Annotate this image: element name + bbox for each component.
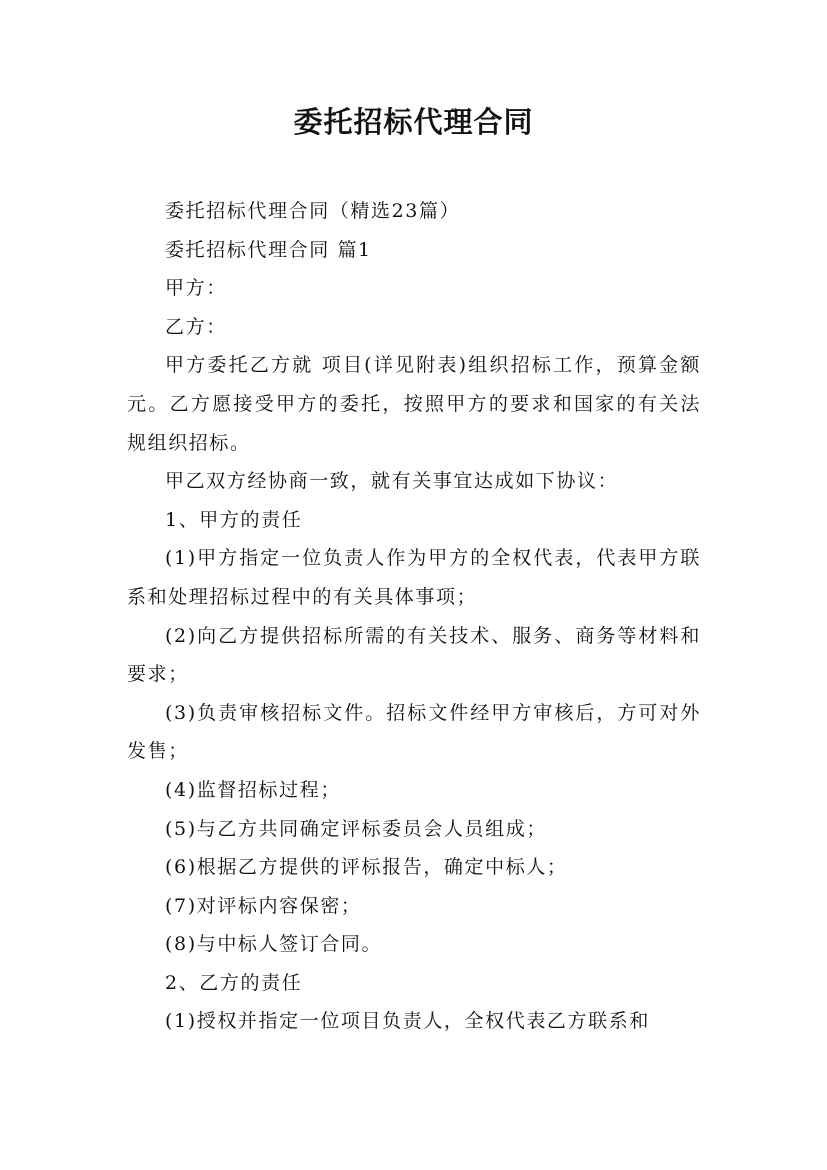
paragraph: (7)对评标内容保密；	[165, 894, 362, 917]
paragraph: 甲方：	[165, 277, 227, 300]
document-body	[127, 192, 701, 1041]
paragraph: (6)根据乙方提供的评标报告，确定中标人；	[165, 856, 568, 879]
paragraph: (1)授权并指定一位项目负责人，全权代表乙方联系和	[165, 1010, 650, 1033]
paragraph: 甲乙双方经协商一致，就有关事宜达成如下协议：	[165, 470, 619, 493]
section-heading: 1、甲方的责任	[165, 508, 303, 531]
paragraph: 委托招标代理合同（精选23篇）	[165, 200, 461, 222]
document-title: 委托招标代理合同	[293, 105, 534, 139]
paragraph: (4)监督招标过程；	[165, 778, 341, 801]
paragraph: (3)负责审核招标文件。招标文件经甲方审核后，方可对外发售；	[127, 701, 701, 763]
paragraph: (1)甲方指定一位负责人作为甲方的全权代表，代表甲方联系和处理招标过程中的有关具体事项；	[127, 547, 701, 608]
paragraph: (2)向乙方提供招标所需的有关技术、服务、商务等材料和要求；	[127, 624, 701, 686]
paragraph: (5)与乙方共同确定评标委员会人员组成；	[165, 817, 547, 840]
paragraph: 乙方：	[165, 315, 227, 338]
paragraph: (8)与中标人签订合同。	[165, 933, 383, 956]
paragraph: 委托招标代理合同 篇1	[165, 238, 372, 261]
section-heading: 2、乙方的责任	[165, 971, 303, 994]
paragraph: 甲方委托乙方就 项目(详见附表)组织招标工作，预算金额 元。乙方愿接受甲方的委托，按照甲方的要求和国家的有关法规组织招标。	[127, 354, 701, 454]
